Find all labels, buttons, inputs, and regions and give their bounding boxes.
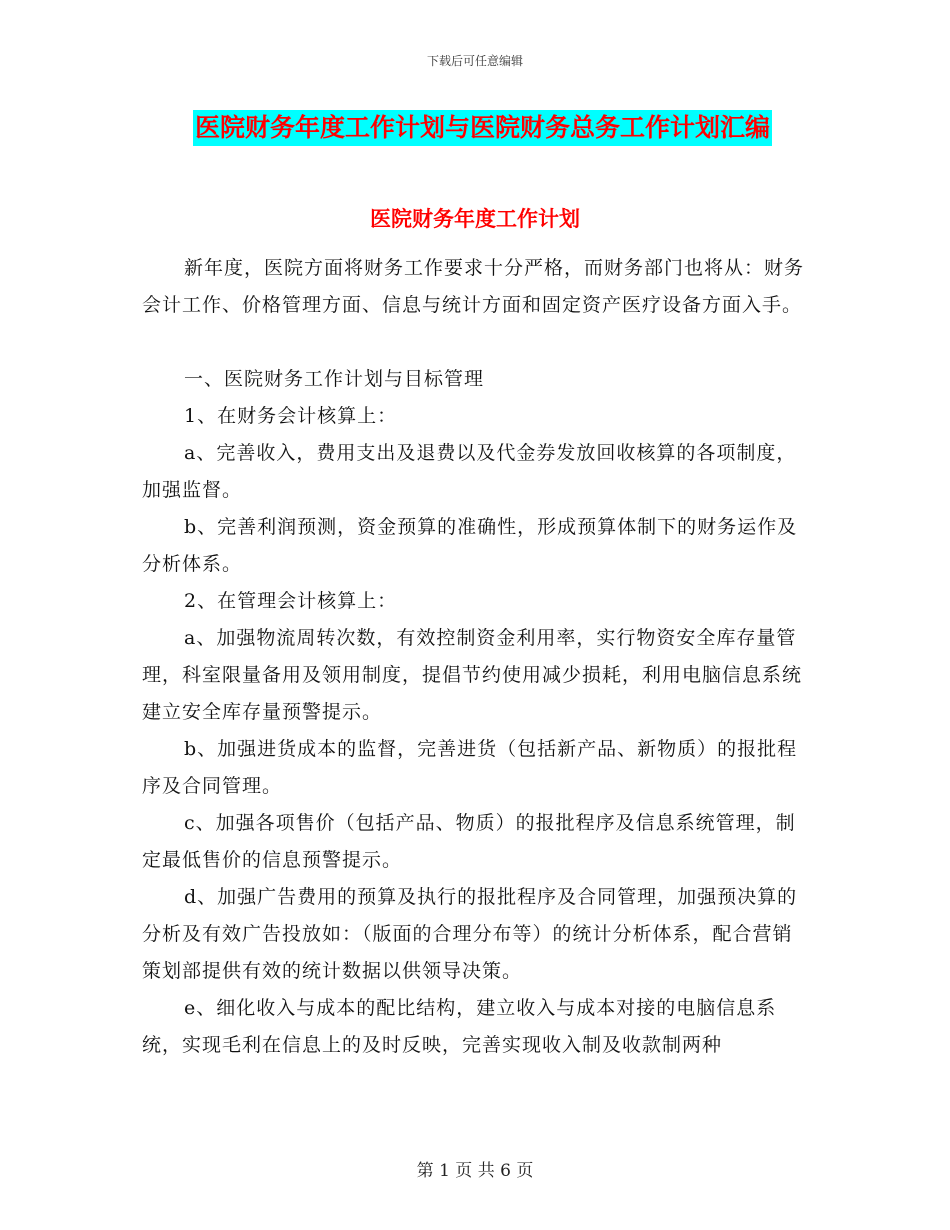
intro-paragraph: 新年度，医院方面将财务工作要求十分严格，而财务部门也将从：财务会计工作、价格管理方面、信息与统计方面和固定资产医疗设备方面入手。 <box>142 257 805 316</box>
list-item: c、加强各项售价（包括产品、物质）的报批程序及信息系统管理，制定最低售价的信息预警提示。 <box>142 812 796 871</box>
list-item: a、完善收入，费用支出及退费以及代金券发放回收核算的各项制度，加强监督。 <box>142 442 797 501</box>
list-item: b、加强进货成本的监督，完善进货（包括新产品、新物质）的报批程序及合同管理。 <box>142 738 798 797</box>
page-header: 下载后可任意编辑 <box>426 54 523 68</box>
list-item: a、加强物流周转次数，有效控制资金利用率，实行物资安全库存量管理，科室限量备用及领用制度，提倡节约使用减少损耗，利用电脑信息系统建立安全库存量预警提示。 <box>142 627 803 723</box>
heading-level-2: 1、在财务会计核算上： <box>184 405 398 427</box>
list-item: b、完善利润预测，资金预算的准确性，形成预算体制下的财务运作及分析体系。 <box>142 516 798 575</box>
list-item: d、加强广告费用的预算及执行的报批程序及合同管理，加强预决算的分析及有效广告投放如：（版面的合理分布等）的统计分析体系，配合营销策划部提供有效的统计数据以供领导决策。 <box>142 886 798 982</box>
document-title: 医院财务年度工作计划与医院财务总务工作计划汇编 <box>193 110 772 146</box>
list-item: e、细化收入与成本的配比结构，建立收入与成本对接的电脑信息系统，实现毛利在信息上的及时反映，完善实现收入制及收款制两种 <box>142 997 777 1056</box>
section-title: 医院财务年度工作计划 <box>370 206 580 231</box>
heading-level-2: 2、在管理会计核算上： <box>184 590 398 612</box>
page-footer: 第 1 页 共 6 页 <box>416 1161 534 1181</box>
document-body <box>142 250 812 1064</box>
heading-level-1: 一、医院财务工作计划与目标管理 <box>184 368 485 390</box>
